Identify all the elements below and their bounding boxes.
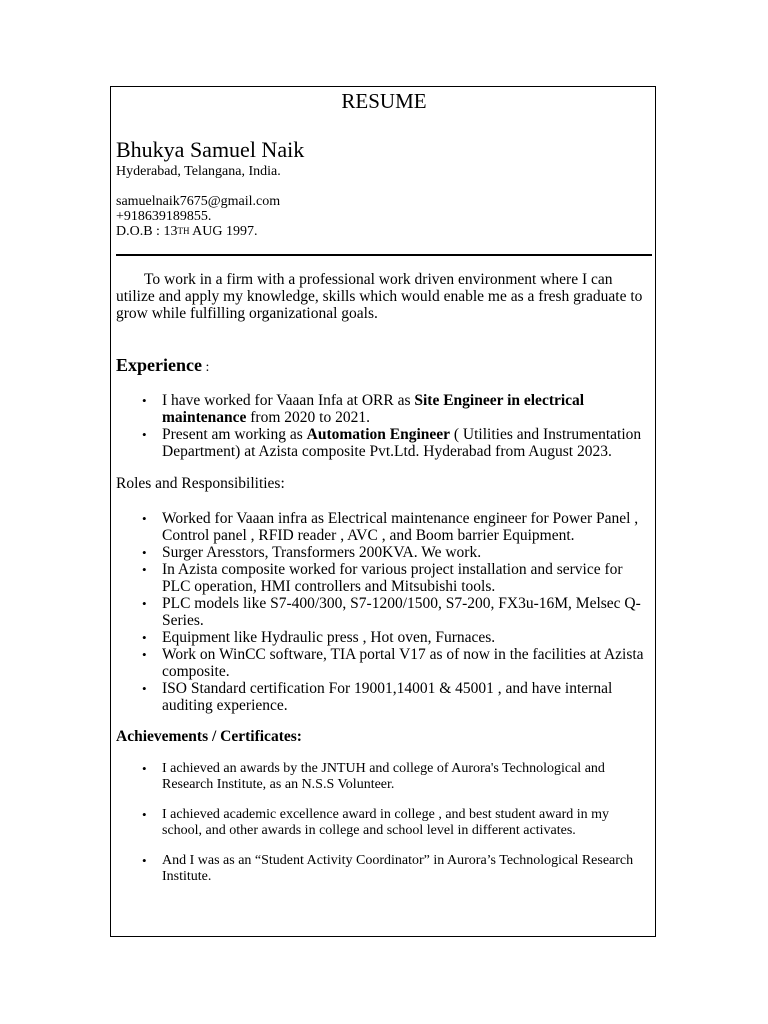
- roles-item-text: Surger Aresstors, Transformers 200KVA. We work.: [162, 544, 482, 561]
- bullet-icon: •: [142, 681, 147, 696]
- experience-item-tail: ( Utilities and Instrumentation Department) at Azista composite Pvt.Ltd. Hyderabad from August 2023.: [162, 426, 642, 460]
- roles-list: [116, 510, 652, 714]
- bullet-icon: •: [142, 427, 147, 442]
- roles-item-text: Equipment like Hydraulic press , Hot oven, Furnaces.: [162, 629, 496, 646]
- roles-item: [116, 680, 652, 714]
- date-of-birth: [116, 224, 258, 240]
- email: samuelnaik7675@gmail.com: [116, 194, 281, 209]
- bullet-icon: •: [142, 562, 147, 577]
- experience-item: [116, 392, 652, 426]
- bullet-icon: •: [142, 807, 147, 822]
- experience-item-text: Present am working as: [162, 426, 307, 443]
- experience-list: [116, 392, 652, 460]
- candidate-name: Bhukya Samuel Naik: [116, 137, 305, 162]
- achievement-item: [116, 807, 652, 839]
- roles-item-text: Worked for Vaaan infra as Electrical maintenance engineer for Power Panel , Control panel , RFID reader , AVC , and Boom barrier Equipment.: [162, 510, 639, 544]
- objective-paragraph: To work in a firm with a professional work driven environment where I can utilize and apply my knowledge, skills which would enable me as a fresh graduate to grow while fulfilling organizational goals.: [116, 271, 643, 322]
- experience-item-text: I have worked for Vaaan Infa at ORR as: [162, 392, 415, 409]
- roles-item-text: ISO Standard certification For 19001,14001 & 45001 , and have internal auditing experience.: [162, 680, 613, 714]
- roles-item: [116, 544, 652, 561]
- bullet-icon: •: [142, 511, 147, 526]
- bullet-icon: •: [142, 545, 147, 560]
- bullet-icon: •: [142, 761, 147, 776]
- achievement-item: [116, 761, 652, 793]
- achievement-item-text: And I was as an “Student Activity Coordinator” in Aurora’s Technological Research Institute.: [162, 853, 634, 884]
- experience-item: [116, 426, 652, 460]
- roles-item: [116, 510, 652, 544]
- experience-item-role: Site Engineer in electrical maintenance: [162, 392, 585, 426]
- location: Hyderabad, Telangana, India.: [116, 164, 281, 179]
- bullet-icon: •: [142, 596, 147, 611]
- dob-superscript: TH: [177, 226, 190, 236]
- dob-prefix: D.O.B : 13: [116, 224, 178, 239]
- experience-heading: [116, 355, 209, 376]
- bullet-icon: •: [142, 630, 147, 645]
- roles-item: [116, 561, 652, 595]
- roles-item-text: Work on WinCC software, TIA portal V17 as of now in the facilities at Azista composite.: [162, 646, 644, 680]
- experience-item-tail: from 2020 to 2021.: [246, 409, 370, 426]
- achievements-list: [116, 761, 652, 899]
- header-divider: [116, 254, 652, 256]
- experience-item-role: Automation Engineer: [306, 426, 451, 443]
- roles-item: [116, 646, 652, 680]
- roles-heading: Roles and Responsibilities:: [116, 475, 285, 492]
- achievement-item-text: I achieved an awards by the JNTUH and college of Aurora's Technological and Research Institute, as an N.S.S Volunteer.: [162, 761, 605, 792]
- achievement-item-text: I achieved academic excellence award in college , and best student award in my school, and other awards in college and school level in different activates.: [162, 807, 610, 838]
- roles-item: [116, 629, 652, 646]
- roles-item-text: PLC models like S7-400/300, S7-1200/1500, S7-200, FX3u-16M, Melsec Q- Series.: [162, 595, 641, 629]
- bullet-icon: •: [142, 393, 147, 408]
- experience-heading-label: Experience: [116, 355, 202, 375]
- phone: +918639189855.: [116, 209, 212, 224]
- bullet-icon: •: [142, 853, 147, 868]
- bullet-icon: •: [142, 647, 147, 662]
- resume-page: [110, 86, 656, 937]
- achievement-item: [116, 853, 652, 885]
- resume-title: RESUME: [341, 89, 427, 113]
- roles-item-text: In Azista composite worked for various project installation and service for PLC operation, HMI controllers and Mitsubishi tools.: [162, 561, 623, 595]
- experience-heading-colon: :: [201, 360, 210, 375]
- dob-suffix: AUG 1997.: [189, 224, 258, 239]
- roles-item: [116, 595, 652, 629]
- achievements-heading: Achievements / Certificates:: [116, 728, 302, 745]
